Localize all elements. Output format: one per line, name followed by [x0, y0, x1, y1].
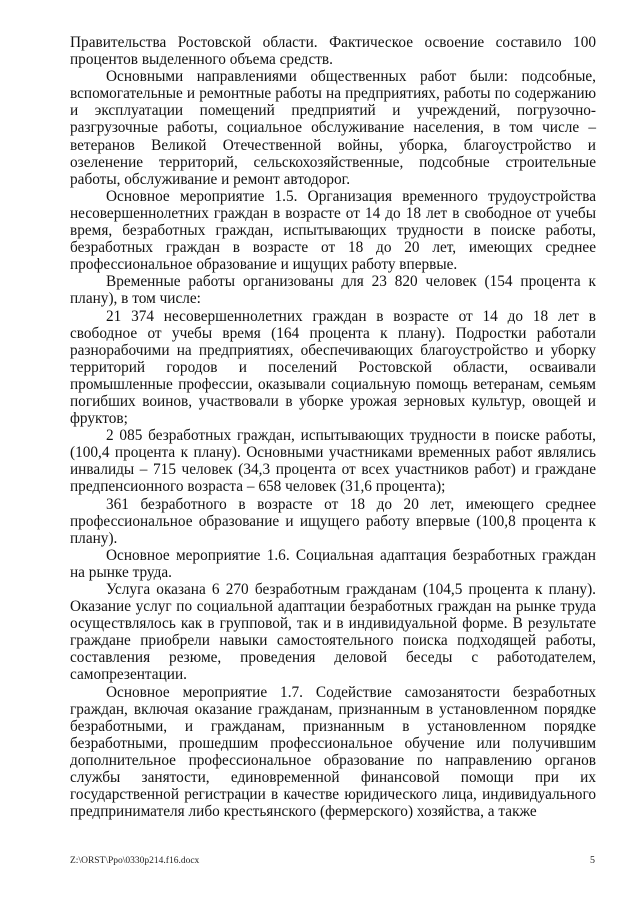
paragraph: Временные работы организованы для 23 820 человек (154 процента к плану), в том числе:	[70, 273, 596, 308]
page-number: 5	[590, 855, 595, 866]
paragraph: Основное мероприятие 1.7. Содействие самозанятости безработных граждан, включая оказание гражданам, признанным в установленном порядке безработными, и гражданам, признанным в установленном порядке безработными, прошедшим профессиональное обучение или получившим дополнительное профессиональное образование по направлению органов службы занятости, единовременной финансовой помощи при их государственной регистрации в качестве юридического лица, индивидуального предпринимателя либо крестьянского (фермерского) хозяйства, а также	[70, 683, 596, 821]
paragraph: 2 085 безработных граждан, испытывающих трудности в поиске работы, (100,4 процента к плану). Основными участниками временных работ являлись инвалиды – 715 человек (34,3 процента от всех участников работ) и граждане предпенсионного возраста – 658 человек (31,6 процента);	[70, 427, 596, 496]
document-body	[70, 34, 596, 820]
paragraph: Основными направлениями общественных работ были: подсобные, вспомогательные и ремонтные работы на предприятиях, работы по содержанию и эксплуатации помещений предприятий и учреждений, погрузочно-разгрузочные работы, социальное обслуживание населения, в том числе – ветеранов Великой Отечественной войны, уборка, благоустройство и озеленение территорий, сельскохозяйственные, подсобные строительные работы, обслуживание и ремонт автодорог.	[70, 68, 596, 188]
paragraph: Правительства Ростовской области. Фактическое освоение составило 100 процентов выделенного объема средств.	[70, 34, 596, 69]
paragraph: Основное мероприятие 1.6. Социальная адаптация безработных граждан на рынке труда.	[70, 546, 596, 581]
paragraph: 21 374 несовершеннолетних граждан в возрасте от 14 до 18 лет в свободное от учебы время (164 процента к плану). Подростки работали разнорабочими на предприятиях, обеспечивающих благоустройство и уборку территорий городов и поселений Ростовской области, осваивали промышленные профессии, оказывали социальную помощь ветеранам, семьям погибших воинов, участвовали в уборке урожая зерновых культур, овощей и фруктов;	[70, 307, 596, 428]
paragraph: Услуга оказана 6 270 безработным гражданам (104,5 процента к плану). Оказание услуг по социальной адаптации безработных граждан на рынке труда осуществлялось как в групповой, так и в индивидуальной форме. В результате граждане приобрели навыки самостоятельного поиска подходящей работы, составления резюме, проведения деловой беседы с работодателем, самопрезентации.	[70, 581, 596, 684]
paragraph: Основное мероприятие 1.5. Организация временного трудоустройства несовершеннолетних граждан в возрасте от 14 до 18 лет в свободное от учебы время, безработных граждан, испытывающих трудности в поиске работы, безработных граждан в возрасте от 18 до 20 лет, имеющих среднее профессиональное образование и ищущих работу впервые.	[70, 187, 596, 274]
paragraph: 361 безработного в возрасте от 18 до 20 лет, имеющего среднее профессиональное образование и ищущего работу впервые (100,8 процента к плану).	[70, 495, 596, 547]
footer-file-path: Z:\ORST\Ppo\0330p214.f16.docx	[70, 856, 200, 866]
